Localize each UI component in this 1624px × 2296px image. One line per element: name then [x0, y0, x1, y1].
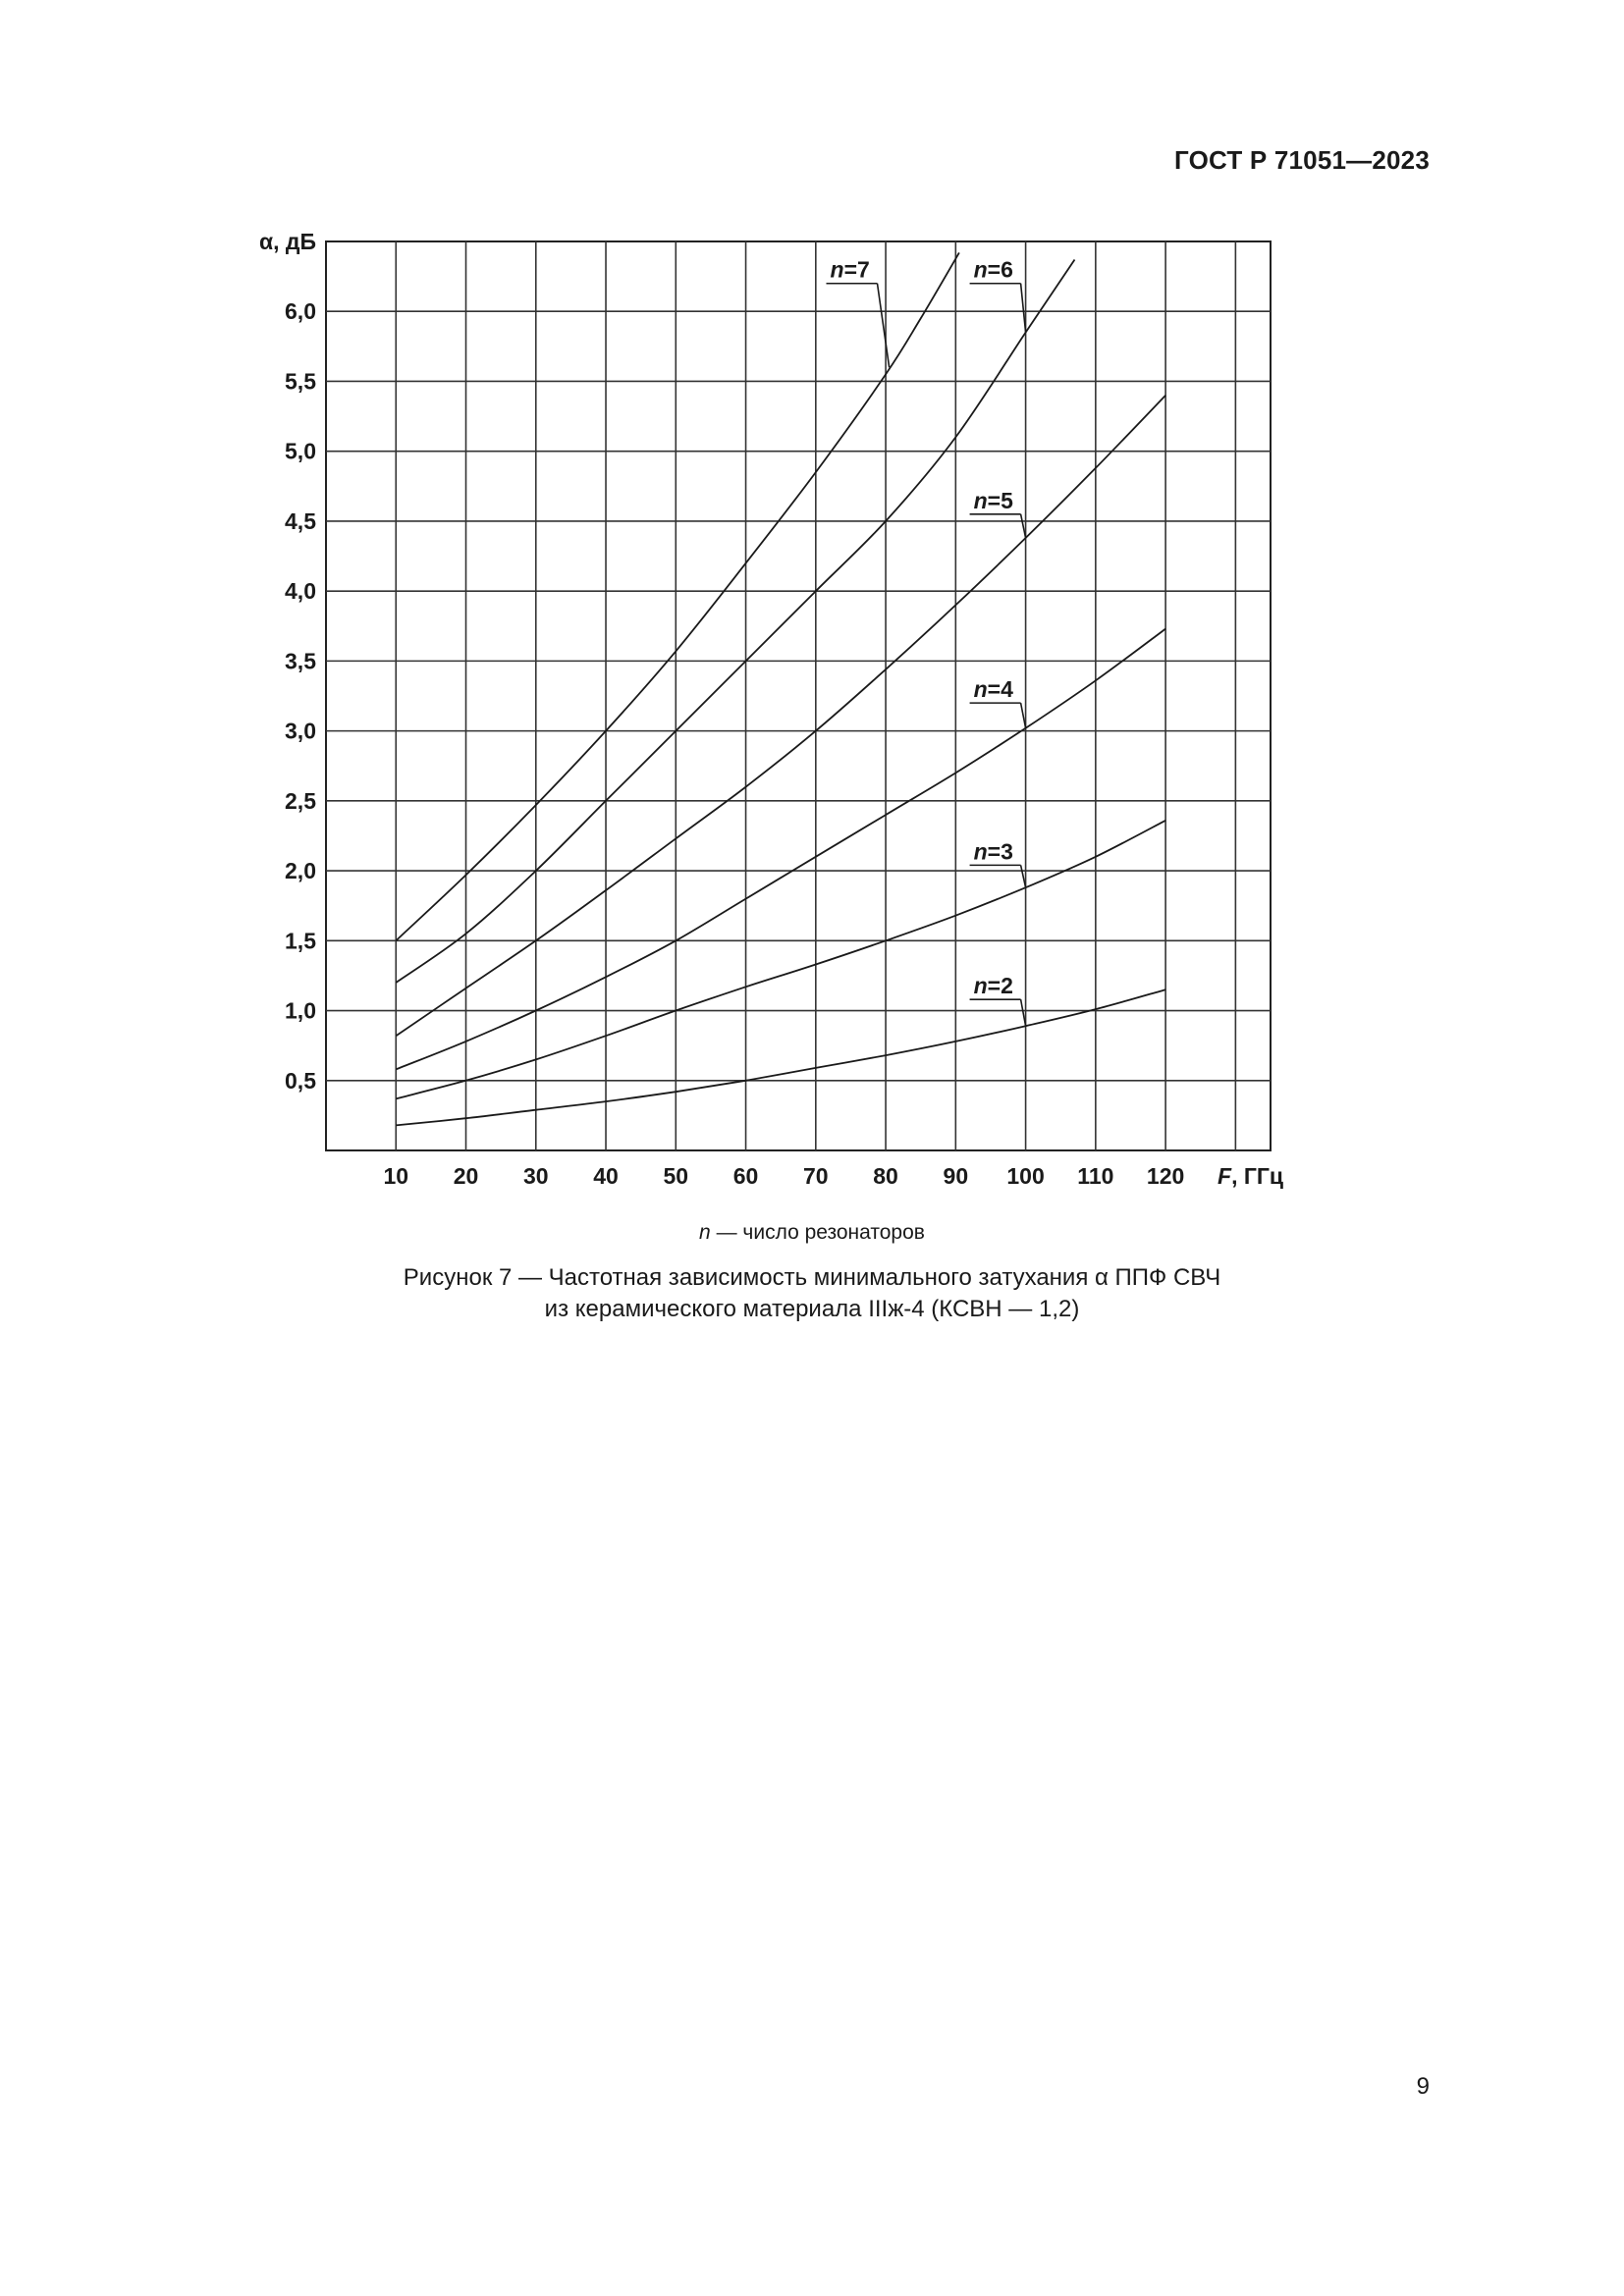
series-point-n-6-7	[885, 520, 887, 522]
x-axis-label-var: F	[1218, 1163, 1232, 1189]
series-point-n-7-3	[605, 729, 607, 731]
series-point-n-6-10	[1073, 258, 1075, 260]
series-point-n-3-3	[605, 1035, 607, 1037]
series-point-n-5-4	[675, 837, 677, 839]
series-line-n-3	[396, 821, 1165, 1099]
chart-labels	[827, 257, 1026, 1026]
y-tick-label-10: 5,5	[285, 368, 316, 395]
document-header: ГОСТ Р 71051—2023	[1174, 145, 1430, 175]
legend-note-text: — число резонаторов	[710, 1221, 925, 1244]
series-label-n-6	[974, 257, 1013, 283]
series-point-n-6-3	[605, 800, 607, 802]
series-point-n-3-6	[815, 963, 817, 965]
series-label-val-n-7: =7	[843, 256, 870, 283]
series-point-n-2-11	[1164, 988, 1166, 990]
y-tick-label-4: 2,5	[285, 787, 316, 814]
page-number: 9	[1416, 2073, 1430, 2100]
series-point-n-7-7	[885, 373, 887, 375]
series-point-n-2-2	[535, 1109, 537, 1111]
series-label-val-n-2: =2	[987, 973, 1013, 999]
y-tick-label-5: 3,0	[285, 718, 316, 744]
series-point-n-4-8	[954, 772, 956, 774]
series-line-n-6	[396, 260, 1074, 984]
figure-caption-line-2: из керамического материала IIIж-4 (КСВН — 1,2)	[544, 1296, 1080, 1322]
x-tick-label-120: 120	[1146, 1163, 1185, 1189]
series-point-n-6-1	[464, 933, 466, 934]
series-label-val-n-4: =4	[987, 676, 1013, 703]
y-tick-label-11: 6,0	[285, 298, 316, 325]
x-axis-label-unit: , ГГц	[1231, 1163, 1284, 1189]
series-point-n-7-8	[920, 317, 922, 319]
series-point-n-2-0	[395, 1124, 397, 1126]
figure-caption-line-1: Рисунок 7 — Частотная зависимость минимального затухания α ППФ СВЧ	[403, 1264, 1221, 1291]
series-point-n-3-10	[1095, 856, 1097, 858]
y-tick-label-9: 5,0	[285, 438, 316, 464]
figure-caption	[0, 1262, 1624, 1325]
series-point-n-5-7	[885, 668, 887, 670]
series-point-n-6-2	[535, 870, 537, 872]
series-label-var-n-4: n	[973, 676, 988, 703]
series-point-n-3-7	[885, 939, 887, 941]
series-point-n-4-2	[535, 1009, 537, 1011]
series-point-n-5-11	[1164, 395, 1166, 397]
series-point-n-3-0	[395, 1097, 397, 1099]
series-point-n-2-10	[1095, 1008, 1097, 1010]
series-point-n-6-4	[675, 729, 677, 731]
series-point-n-2-7	[885, 1054, 887, 1056]
series-point-n-3-5	[744, 986, 746, 988]
series-label-n-4	[974, 676, 1013, 702]
series-point-n-4-10	[1095, 679, 1097, 681]
series-point-n-4-7	[885, 814, 887, 816]
series-point-n-7-6	[815, 471, 817, 473]
series-line-n-5	[396, 396, 1165, 1036]
series-label-val-n-6: =6	[987, 256, 1013, 283]
chart-axes	[259, 229, 1283, 1189]
y-tick-label-8: 4,5	[285, 507, 316, 534]
series-point-n-2-4	[675, 1091, 677, 1093]
y-tick-label-0: 0,5	[285, 1067, 316, 1094]
series-point-n-5-6	[815, 729, 817, 731]
series-point-n-5-5	[744, 785, 746, 787]
series-label-var-n-5: n	[973, 487, 988, 513]
series-point-n-2-6	[815, 1067, 817, 1069]
series-point-n-4-1	[464, 1041, 466, 1042]
series-label-n-2	[974, 973, 1013, 998]
y-tick-label-7: 4,0	[285, 578, 316, 605]
y-tick-label-1: 1,0	[285, 997, 316, 1024]
series-point-n-7-2	[535, 804, 537, 806]
series-point-n-2-5	[744, 1080, 746, 1082]
series-point-n-5-3	[605, 889, 607, 891]
series-point-n-4-11	[1164, 627, 1166, 629]
series-point-n-5-1	[464, 988, 466, 989]
series-label-val-n-5: =5	[987, 487, 1013, 513]
chart-series	[395, 251, 1166, 1126]
series-label-n-3	[974, 838, 1013, 864]
x-tick-label-110: 110	[1077, 1163, 1114, 1189]
series-label-var-n-7: n	[830, 256, 844, 283]
series-point-n-3-8	[954, 915, 956, 917]
series-label-var-n-3: n	[973, 838, 988, 865]
series-point-n-2-3	[605, 1100, 607, 1102]
series-point-n-6-8	[954, 436, 956, 438]
y-tick-label-6: 3,5	[285, 648, 316, 674]
x-tick-label-70: 70	[803, 1163, 829, 1189]
series-point-n-4-0	[395, 1068, 397, 1070]
x-tick-label-60: 60	[732, 1163, 759, 1189]
series-point-n-7-5	[744, 562, 746, 564]
y-tick-label-3: 2,0	[285, 858, 316, 884]
plot-frame	[326, 241, 1271, 1150]
series-point-n-4-5	[744, 897, 746, 899]
series-point-n-4-6	[815, 856, 817, 858]
x-tick-label-50: 50	[663, 1163, 689, 1189]
series-point-n-3-1	[464, 1080, 466, 1082]
series-point-n-7-0	[395, 939, 397, 941]
legend-note-symbol: n	[699, 1221, 711, 1244]
series-point-n-5-0	[395, 1035, 397, 1037]
series-label-n-5	[974, 488, 1013, 513]
series-label-var-n-2: n	[973, 973, 988, 999]
series-point-n-6-6	[815, 590, 817, 592]
series-point-n-5-2	[535, 939, 537, 941]
series-label-var-n-6: n	[973, 256, 988, 283]
series-point-n-3-11	[1164, 820, 1166, 822]
series-point-n-2-8	[954, 1041, 956, 1042]
chart-grid	[326, 241, 1271, 1150]
series-point-n-6-5	[744, 660, 746, 662]
series-line-n-4	[396, 629, 1165, 1070]
x-tick-label-90: 90	[943, 1163, 969, 1189]
x-tick-label-80: 80	[873, 1163, 898, 1189]
series-point-n-4-4	[675, 939, 677, 941]
series-point-n-3-4	[675, 1009, 677, 1011]
series-label-n-7	[831, 257, 870, 283]
x-axis-label	[1218, 1163, 1283, 1189]
x-tick-label-10: 10	[383, 1163, 409, 1189]
series-point-n-7-4	[675, 650, 677, 652]
series-point-n-7-1	[464, 874, 466, 876]
series-point-n-6-0	[395, 982, 397, 984]
series-point-n-2-1	[464, 1117, 466, 1119]
series-point-n-3-2	[535, 1058, 537, 1060]
series-point-n-5-8	[954, 604, 956, 606]
y-axis-label: α, дБ	[258, 229, 316, 254]
x-tick-label-30: 30	[522, 1163, 549, 1189]
x-tick-label-100: 100	[1006, 1163, 1045, 1189]
series-point-n-7-9	[958, 251, 960, 253]
legend-note	[0, 1221, 1624, 1245]
y-tick-label-2: 1,5	[285, 928, 316, 954]
x-tick-label-20: 20	[453, 1163, 479, 1189]
series-label-val-n-3: =3	[987, 838, 1013, 865]
series-label-leader-n-7	[878, 284, 890, 367]
series-point-n-4-3	[605, 976, 607, 978]
series-point-n-5-10	[1095, 467, 1097, 469]
x-tick-label-40: 40	[593, 1163, 619, 1189]
